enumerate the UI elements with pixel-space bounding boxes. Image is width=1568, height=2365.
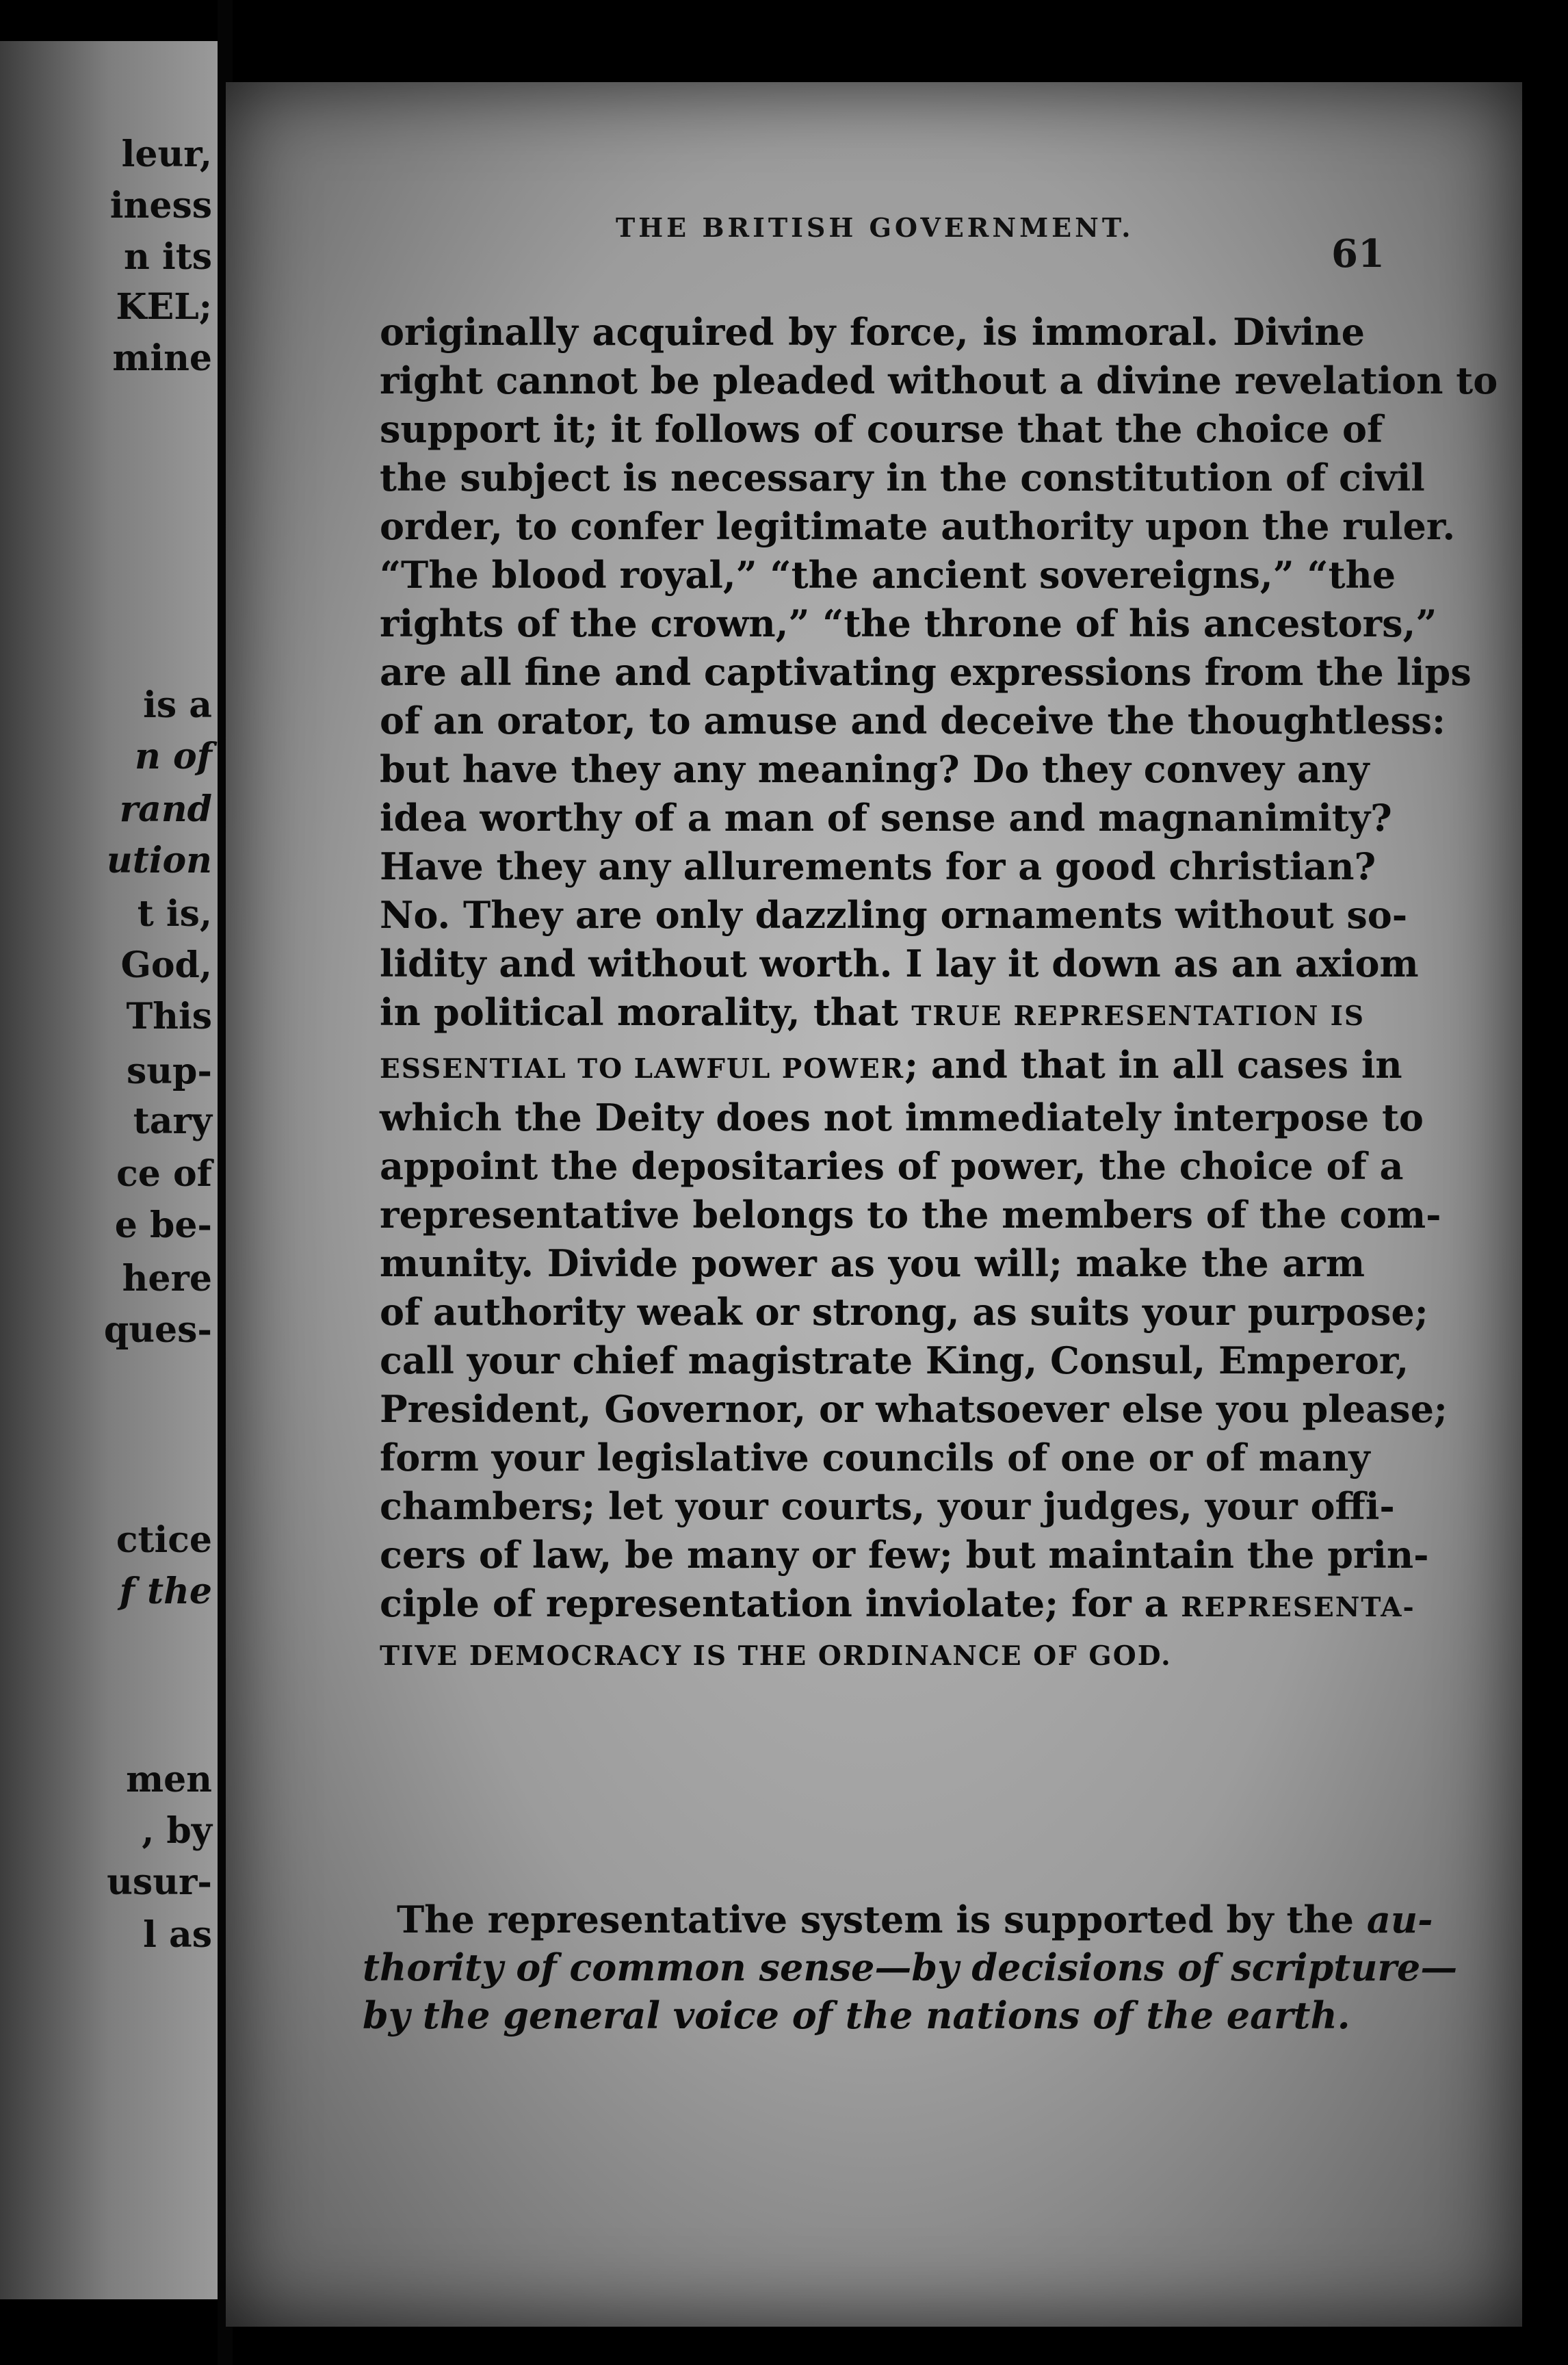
page-number: 61: [1331, 231, 1385, 276]
text-line: of an orator, to amuse and deceive the thoughtless:: [380, 699, 1446, 742]
text-line: appoint the depositaries of power, the choice of a: [380, 1144, 1404, 1188]
text-line: [363, 1896, 1433, 1943]
italic-segment: au-: [1366, 1898, 1433, 1941]
text-line: the subject is necessary in the constitution of civil: [380, 456, 1425, 500]
text-line: President, Governor, or whatsoever else you please;: [380, 1387, 1448, 1431]
left-page-fragment: e be-: [114, 1204, 212, 1246]
left-page-fragment: rand: [119, 788, 212, 830]
left-page-fragment: t is,: [137, 893, 212, 935]
small-caps-emphasis: ESSENTIAL TO LAWFUL POWER: [380, 1053, 905, 1085]
left-page-fragment: ctice: [116, 1519, 212, 1561]
text-line: support it; it follows of course that the choice of: [380, 407, 1383, 451]
running-header: THE BRITISH GOVERNMENT.: [616, 212, 1134, 243]
text-line: call your chief magistrate King, Consul, Emperor,: [380, 1339, 1409, 1382]
left-page-fragment: ce of: [116, 1153, 212, 1195]
text-line: [380, 1041, 1402, 1094]
text-segment: The representative system is supported by the: [397, 1898, 1355, 1941]
text-segment: in political morality, that: [380, 990, 898, 1034]
left-page-fragment: usur-: [107, 1861, 212, 1903]
text-line: “The blood royal,” “the ancient sovereigns,” “the: [380, 553, 1396, 597]
text-line: are all fine and captivating expressions from the lips: [380, 650, 1472, 694]
text-segment: ciple of representation inviolate; for a: [380, 1581, 1168, 1625]
text-line: thority of common sense—by decisions of scripture—: [363, 1946, 1458, 1989]
left-page-fragment: ques-: [103, 1309, 212, 1351]
body-paragraph: [380, 308, 1498, 1681]
left-page-fragment: n of: [135, 736, 212, 777]
text-line: form your legislative councils of one or of many: [380, 1436, 1370, 1479]
text-line: munity. Divide power as you will; make the arm: [380, 1241, 1365, 1285]
text-line: Have they any allurements for a good christian?: [380, 844, 1376, 888]
text-line: No. They are only dazzling ornaments without so-: [380, 893, 1408, 937]
text-line: rights of the crown,” “the throne of his ancestors,”: [380, 602, 1437, 645]
text-line: representative belongs to the members of the com-: [380, 1193, 1441, 1237]
text-line: of authority weak or strong, as suits your purpose;: [380, 1290, 1428, 1334]
small-caps-emphasis: TRUE REPRESENTATION IS: [911, 1000, 1365, 1032]
text-line: idea worthy of a man of sense and magnanimity?: [380, 796, 1392, 840]
text-line: which the Deity does not immediately interpose to: [380, 1096, 1424, 1139]
left-page-fragment: is a: [143, 684, 212, 726]
left-page-fragment: sup-: [126, 1050, 212, 1092]
left-page-fragment: This: [126, 996, 212, 1037]
previous-page: [0, 41, 218, 2299]
text-line: cers of law, be many or few; but maintain the prin-: [380, 1533, 1429, 1577]
left-page-fragment: God,: [120, 944, 212, 986]
left-page-fragment: mine: [112, 337, 212, 379]
left-page-fragment: leur,: [121, 133, 212, 175]
text-line: chambers; let your courts, your judges, your offi-: [380, 1484, 1395, 1528]
text-line: [380, 988, 1365, 1041]
left-page-fragment: iness: [109, 185, 212, 227]
text-line: originally acquired by force, is immoral. Divine: [380, 310, 1365, 354]
text-line: but have they any meaning? Do they convey any: [380, 747, 1370, 791]
left-page-fragment: men: [126, 1759, 212, 1800]
text-line: [380, 1579, 1415, 1632]
text-line: by the general voice of the nations of the earth.: [363, 1993, 1350, 2037]
text-line: order, to confer legitimate authority upon the ruler.: [380, 504, 1456, 548]
left-page-fragment: ution: [106, 840, 212, 881]
left-page-fragment: KEL;: [116, 286, 212, 328]
left-page-fragment: here: [122, 1258, 212, 1300]
text-line: lidity and without worth. I lay it down as an axiom: [380, 942, 1419, 985]
left-page-fragment: f the: [119, 1571, 212, 1612]
text-line: right cannot be pleaded without a divine revelation to: [380, 359, 1498, 402]
closing-paragraph: [363, 1896, 1458, 2039]
left-page-fragment: tary: [133, 1100, 212, 1142]
small-caps-emphasis: REPRESENTA-: [1181, 1592, 1415, 1623]
left-page-fragment: l as: [143, 1914, 212, 1956]
text-segment: ; and that in all cases in: [904, 1043, 1402, 1087]
left-page-fragment: , by: [142, 1810, 212, 1852]
left-page-fragment: n its: [124, 236, 212, 278]
text-line: TIVE DEMOCRACY IS THE ORDINANCE OF GOD.: [380, 1640, 1172, 1672]
